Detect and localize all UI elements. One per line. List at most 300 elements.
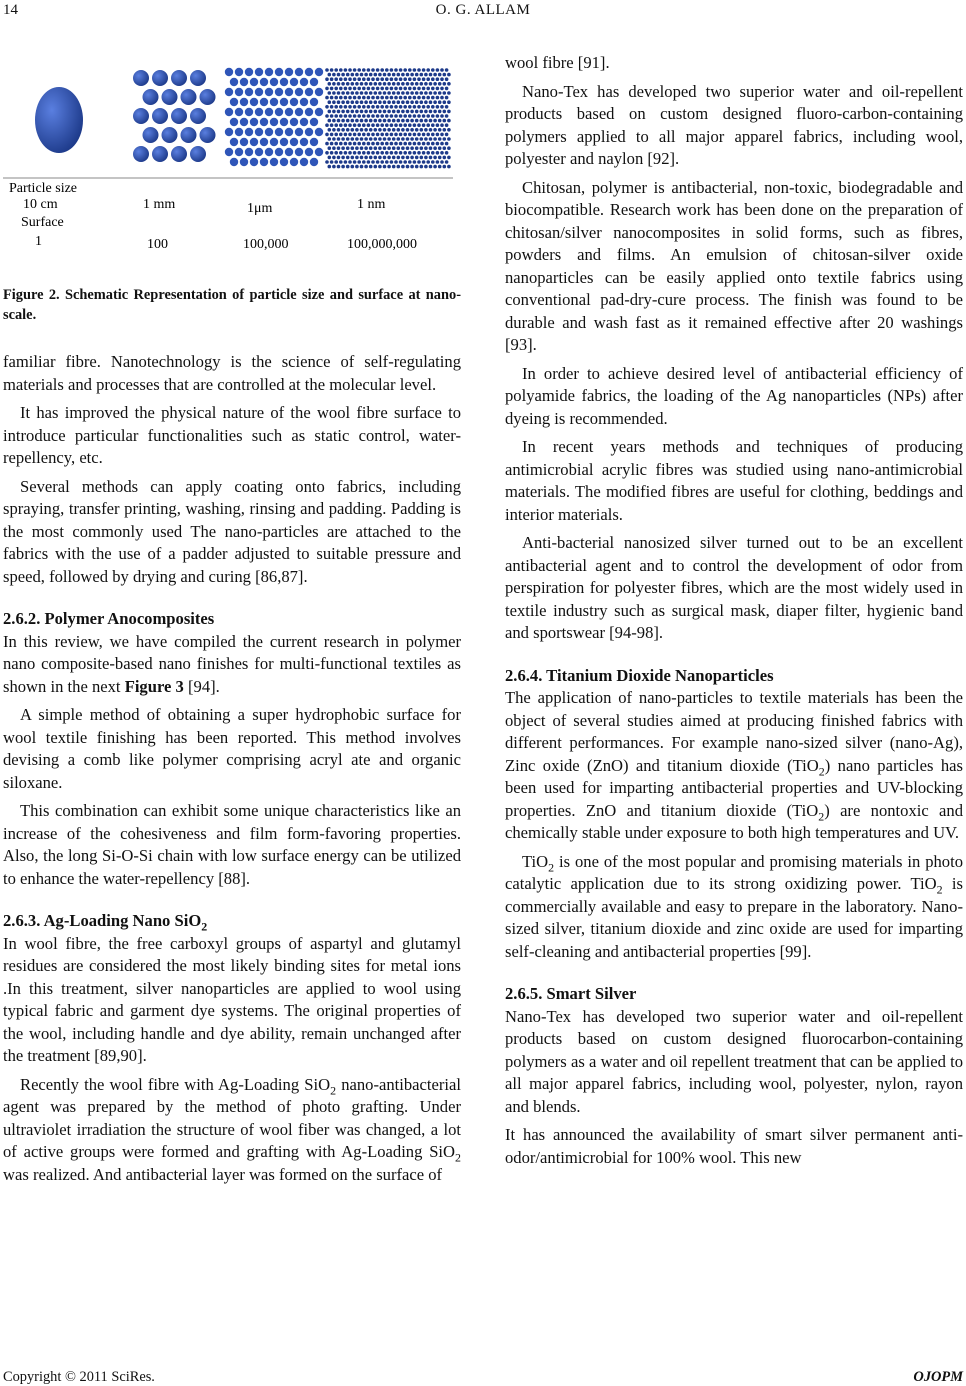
particle-dot (260, 118, 268, 126)
particle-dot (410, 156, 414, 160)
particle-dot (408, 105, 412, 109)
section-heading: 2.6.5. Smart Silver (505, 984, 637, 1003)
particle-dot (339, 96, 343, 100)
particle-dot (422, 133, 426, 137)
particle-dot (325, 96, 329, 100)
particle-dot (162, 89, 178, 105)
particle-dot (403, 142, 407, 146)
particle-dot (360, 146, 364, 150)
particle-dot (378, 156, 382, 160)
particle-dot (360, 156, 364, 160)
particle-dot (399, 77, 403, 81)
particle-dot (445, 160, 449, 164)
particle-dot (440, 87, 444, 91)
particle-dot (250, 138, 258, 146)
particle-dot (337, 82, 341, 86)
particle-dot (351, 82, 355, 86)
particle-dot (383, 146, 387, 150)
particle-dot (357, 77, 361, 81)
paragraph: In wool fibre, the free carboxyl groups of aspartyl and glutamyl residues are considered the most likely binding sites for metal ions .In this treatment, silver nanoparticles are applied to wool using typical fabric and garment dye systems. The original properties of the wool, including handle and dye ability, remain unchanged after the treatment [89,90]. (3, 933, 461, 1065)
particle-dot (133, 146, 149, 162)
particle-dot (369, 146, 373, 150)
particle-dot (385, 77, 389, 81)
particle-dot (392, 119, 396, 123)
particle-dot (413, 142, 417, 146)
particle-dot (133, 70, 149, 86)
particle-dot (420, 100, 424, 104)
particle-dot (344, 96, 348, 100)
surface-label: Surface (21, 215, 64, 230)
particle-dot (332, 156, 336, 160)
particle-dot (429, 91, 433, 95)
particle-dot (433, 165, 437, 169)
particle-dot (255, 128, 263, 136)
particle-dot (376, 123, 380, 127)
particle-dot (362, 123, 366, 127)
particle-dot (399, 87, 403, 91)
particle-dot (408, 142, 412, 146)
particle-dot (250, 78, 258, 86)
particle-dot (337, 165, 341, 169)
particle-dot (240, 98, 248, 106)
particle-dot (415, 82, 419, 86)
particle-dot (367, 151, 371, 155)
paragraph: In order to achieve desired level of antibacterial efficiency of polyamide fabrics, the loading of the Ag nanoparticles (NPs) after dyeing is recommended. (505, 363, 963, 428)
particle-dot (440, 77, 444, 81)
particle-dot (364, 137, 368, 141)
particle-dot (376, 68, 380, 72)
particle-dot (332, 100, 336, 104)
particle-dot (328, 165, 332, 169)
particle-dot (376, 133, 380, 137)
particle-dot (403, 77, 407, 81)
particle-dot (387, 91, 391, 95)
particle-dot (235, 68, 243, 76)
particle-dot (426, 142, 430, 146)
particle-dot (346, 128, 350, 132)
particle-dot (328, 110, 332, 114)
particle-dot (305, 128, 313, 136)
particle-dot (422, 105, 426, 109)
particle-dot (300, 78, 308, 86)
particle-dot (369, 82, 373, 86)
particle-dot (413, 133, 417, 137)
particle-dot (376, 105, 380, 109)
particle-dot (397, 146, 401, 150)
particle-dot (383, 119, 387, 123)
particle-dot (394, 160, 398, 164)
particle-dot (436, 151, 440, 155)
particle-dot (315, 68, 323, 76)
particle-dot (200, 127, 216, 143)
particle-dot (332, 73, 336, 77)
figure-3-reference[interactable]: Figure 3 (124, 676, 184, 696)
particle-dot (305, 88, 313, 96)
particle-dot (330, 68, 334, 72)
particle-dot (447, 128, 451, 132)
particle-dot (360, 100, 364, 104)
particle-dot (436, 68, 440, 72)
particle-dot (334, 142, 338, 146)
particle-dot (413, 160, 417, 164)
particle-dot (429, 100, 433, 104)
particle-dot (424, 165, 428, 169)
particle-dot (440, 123, 444, 127)
particle-dot (310, 158, 318, 166)
particle-dot (374, 137, 378, 141)
particle-dot (225, 128, 233, 136)
particle-dot (408, 114, 412, 118)
particle-dot (357, 151, 361, 155)
particle-dot (431, 77, 435, 81)
particle-dot (403, 151, 407, 155)
particle-dot (408, 68, 412, 72)
particle-dot (348, 114, 352, 118)
large-particle (35, 87, 83, 153)
particle-dot (332, 165, 336, 169)
particle-dot (426, 123, 430, 127)
particle-dot (394, 133, 398, 137)
particle-dot (390, 114, 394, 118)
particle-dot (348, 87, 352, 91)
particle-dot (341, 146, 345, 150)
size-label-4: 1 nm (357, 197, 386, 212)
particle-dot (171, 70, 187, 86)
particle-dot (360, 110, 364, 114)
particle-dot (415, 100, 419, 104)
particle-dot (401, 100, 405, 104)
particle-dot (380, 160, 384, 164)
particle-dot (290, 138, 298, 146)
particle-dot (415, 137, 419, 141)
particle-dot (230, 138, 238, 146)
particle-dot (413, 114, 417, 118)
section-heading: 2.6.4. Titanium Dioxide Nanoparticles (505, 665, 774, 685)
particle-dot (438, 128, 442, 132)
particle-dot (383, 128, 387, 132)
particle-dot (429, 146, 433, 150)
particle-dot (394, 114, 398, 118)
particle-dot (431, 142, 435, 146)
particle-dot (325, 105, 329, 109)
particle-dot (290, 98, 298, 106)
particle-dot (447, 100, 451, 104)
particle-dot (348, 77, 352, 81)
particle-dot (367, 77, 371, 81)
particle-dot (429, 73, 433, 77)
particle-dot (371, 96, 375, 100)
particle-dot (431, 68, 435, 72)
particle-dot (399, 105, 403, 109)
particle-dot (445, 68, 449, 72)
particle-dot (374, 165, 378, 169)
paragraph: familiar fibre. Nanotechnology is the science of self-regulating materials and processes that are controlled at the molecular level. (3, 352, 461, 394)
particle-dot (440, 151, 444, 155)
particle-dot (392, 137, 396, 141)
particle-dot (360, 73, 364, 77)
particle-dot (280, 118, 288, 126)
particle-dot (357, 133, 361, 137)
particle-dot (190, 146, 206, 162)
particle-dot (429, 137, 433, 141)
particle-dot (410, 137, 414, 141)
particle-dot (328, 137, 332, 141)
particle-dot (351, 73, 355, 77)
particle-dot (424, 119, 428, 123)
particle-dot (330, 114, 334, 118)
particle-dot (371, 133, 375, 137)
particle-dot (420, 146, 424, 150)
particle-dot (357, 96, 361, 100)
particle-dot (325, 142, 329, 146)
particle-dot (438, 119, 442, 123)
particle-dot (380, 123, 384, 127)
particle-dot (410, 146, 414, 150)
particle-dot (310, 118, 318, 126)
particle-dot (341, 156, 345, 160)
particle-dot (260, 98, 268, 106)
particle-dot (447, 82, 451, 86)
particle-dot (290, 78, 298, 86)
particle-dot (355, 100, 359, 104)
particle-dot (413, 87, 417, 91)
particle-dot (399, 114, 403, 118)
particle-dot (355, 82, 359, 86)
paragraph: Chitosan, polymer is antibacterial, non-toxic, biodegradable and biocompatible. Research work has been done on the preparation of chitosan/silver nanocomposites in solid forms, such as fibres, powders and films. An emulsion of chitosan-silver oxide nanoparticles can be easily applied onto textile fabrics using conventional pad-dry-cure process. The finish was found to be durable and wash fast as it remained effective after 20 washings [93]. (505, 177, 963, 354)
page-number: 14 (3, 2, 18, 18)
particle-dot (337, 73, 341, 77)
particle-dot (436, 142, 440, 146)
particle-dot (380, 133, 384, 137)
running-author: O. G. ALLAM (435, 2, 531, 18)
particle-dot (394, 96, 398, 100)
particle-dot (385, 68, 389, 72)
particle-dot (357, 142, 361, 146)
particle-dot (190, 108, 206, 124)
particle-dot (255, 68, 263, 76)
particle-dot (399, 123, 403, 127)
particle-dot (362, 133, 366, 137)
particle-dot (371, 77, 375, 81)
particle-dot (443, 165, 447, 169)
particle-dot (424, 73, 428, 77)
particle-dot (275, 148, 283, 156)
particle-dot (440, 133, 444, 137)
paragraph: This combination can exhibit some unique characteristics like an increase of the cohesiveness and film form-favoring properties. Also, the long Si-O-Si chain with low surface energy can be utilized to enhance the water-repellency [88]. (3, 801, 461, 888)
particle-dot (300, 158, 308, 166)
particle-dot (305, 148, 313, 156)
particle-dot (387, 73, 391, 77)
particle-dot (424, 110, 428, 114)
particle-dot (417, 123, 421, 127)
surface-value-1: 1 (35, 234, 42, 249)
particle-dot (362, 105, 366, 109)
particle-dot (413, 77, 417, 81)
particle-dot (330, 160, 334, 164)
particle-dot (401, 165, 405, 169)
particle-dot (406, 91, 410, 95)
particle-dot (355, 128, 359, 132)
particle-dot (424, 146, 428, 150)
particle-dot (383, 73, 387, 77)
particle-dot (351, 110, 355, 114)
particle-dot (401, 146, 405, 150)
particle-dot (353, 142, 357, 146)
particle-dot (355, 73, 359, 77)
particle-dot (367, 87, 371, 91)
paragraph: In recent years methods and techniques of producing antimicrobial acrylic fibres was studied using nano-antimicrobial materials. The modified fibres are useful for clothing, beddings and interior materials. (505, 437, 963, 524)
particle-dot (337, 146, 341, 150)
particle-dot (346, 82, 350, 86)
particle-dot (420, 119, 424, 123)
particle-dot (332, 82, 336, 86)
particle-dot (403, 68, 407, 72)
particle-dot (417, 151, 421, 155)
particle-dot (413, 123, 417, 127)
particle-dot (339, 133, 343, 137)
particle-dot (387, 100, 391, 104)
medium-particles (133, 70, 216, 162)
particle-dot (390, 68, 394, 72)
particle-dot (280, 158, 288, 166)
particle-dot (431, 160, 435, 164)
particle-dot (422, 123, 426, 127)
particle-dot (328, 156, 332, 160)
particle-dot (420, 156, 424, 160)
particle-dot (200, 89, 216, 105)
particle-dot (357, 114, 361, 118)
particle-dot (357, 105, 361, 109)
particle-dot (369, 91, 373, 95)
particle-dot (440, 96, 444, 100)
particle-dot (328, 146, 332, 150)
particle-dot (230, 118, 238, 126)
particle-dot (399, 142, 403, 146)
particle-dot (351, 100, 355, 104)
particle-dot (334, 96, 338, 100)
particle-dot (240, 118, 248, 126)
particle-dot (362, 77, 366, 81)
paragraph: The application of nano-particles to textile materials has been the object of several studies aimed at producing finished fabrics with different performances. For example nano-sized silver (nano-Ag), Zinc oxide (ZnO) and titanium dioxide (TiO$_2$) nano particles has been used for imparting antibacterial properties and UV-blocking properties. ZnO and titanium dioxide (TiO$_2$) are nontoxic and chemically stable under exposure to both high temperatures and UV. (505, 688, 963, 842)
particle-dot (255, 108, 263, 116)
particle-dot (346, 110, 350, 114)
particle-dot (410, 119, 414, 123)
particle-size-label: Particle size (9, 181, 78, 196)
particle-dot (315, 128, 323, 136)
right-column (505, 52, 963, 1175)
particle-dot (369, 119, 373, 123)
particle-dot (270, 78, 278, 86)
particle-dot (265, 108, 273, 116)
particle-dot (376, 142, 380, 146)
particle-dot (422, 114, 426, 118)
particle-dot (360, 82, 364, 86)
particle-dot (143, 89, 159, 105)
particle-dot (420, 137, 424, 141)
particle-dot (230, 78, 238, 86)
particle-dot (426, 133, 430, 137)
particle-dot (443, 146, 447, 150)
particle-dot (143, 127, 159, 143)
particle-dot (436, 87, 440, 91)
particle-dot (378, 137, 382, 141)
particle-dot (447, 137, 451, 141)
particle-dot (371, 87, 375, 91)
particle-dot (332, 128, 336, 132)
particle-dot (424, 91, 428, 95)
particle-dot (260, 138, 268, 146)
particle-dot (330, 151, 334, 155)
particle-dot (371, 105, 375, 109)
particle-dot (433, 73, 437, 77)
particle-dot (406, 110, 410, 114)
particle-dot (325, 114, 329, 118)
particle-dot (346, 156, 350, 160)
particle-dot (387, 128, 391, 132)
particle-dot (344, 68, 348, 72)
particle-dot (417, 133, 421, 137)
particle-dot (410, 128, 414, 132)
particle-dot (250, 118, 258, 126)
particle-dot (305, 108, 313, 116)
particle-dot (436, 96, 440, 100)
particle-dot (440, 142, 444, 146)
particle-dot (235, 88, 243, 96)
particle-dot (367, 142, 371, 146)
particle-dot (385, 96, 389, 100)
particle-dot (436, 114, 440, 118)
particle-dot (280, 78, 288, 86)
particle-dot (337, 91, 341, 95)
particle-dot (285, 88, 293, 96)
particle-dot (355, 165, 359, 169)
particle-dot (328, 91, 332, 95)
particle-dot (380, 87, 384, 91)
particle-dot (420, 91, 424, 95)
particle-dot (270, 118, 278, 126)
particle-dot (325, 77, 329, 81)
particle-dot (445, 123, 449, 127)
particle-dot (362, 96, 366, 100)
particle-dot (367, 114, 371, 118)
particle-dot (376, 160, 380, 164)
particle-dot (380, 105, 384, 109)
particle-dot (415, 165, 419, 169)
particle-dot (445, 133, 449, 137)
particle-dot (385, 87, 389, 91)
particle-dot (445, 96, 449, 100)
particle-dot (330, 87, 334, 91)
particle-dot (245, 148, 253, 156)
particle-dot (344, 133, 348, 137)
paragraph: Nano-Tex has developed two superior water and oil-repellent products based on custom designed fluorocarbon-containing polymers as a water and oil repellent treatment that can be applied to all major apparel fabrics, including wool, polyester, nylon, rayon and blends. (505, 1006, 963, 1116)
particle-dot (364, 82, 368, 86)
particle-dot (403, 123, 407, 127)
particle-dot (334, 123, 338, 127)
particle-dot (376, 77, 380, 81)
particle-dot (355, 119, 359, 123)
particle-dot (403, 133, 407, 137)
particle-dot (357, 123, 361, 127)
particle-dot (133, 108, 149, 124)
particle-dot (265, 68, 273, 76)
particle-dot (399, 133, 403, 137)
particle-dot (275, 88, 283, 96)
particle-dot (422, 87, 426, 91)
particle-dot (417, 77, 421, 81)
particle-dot (235, 148, 243, 156)
particle-dot (392, 91, 396, 95)
